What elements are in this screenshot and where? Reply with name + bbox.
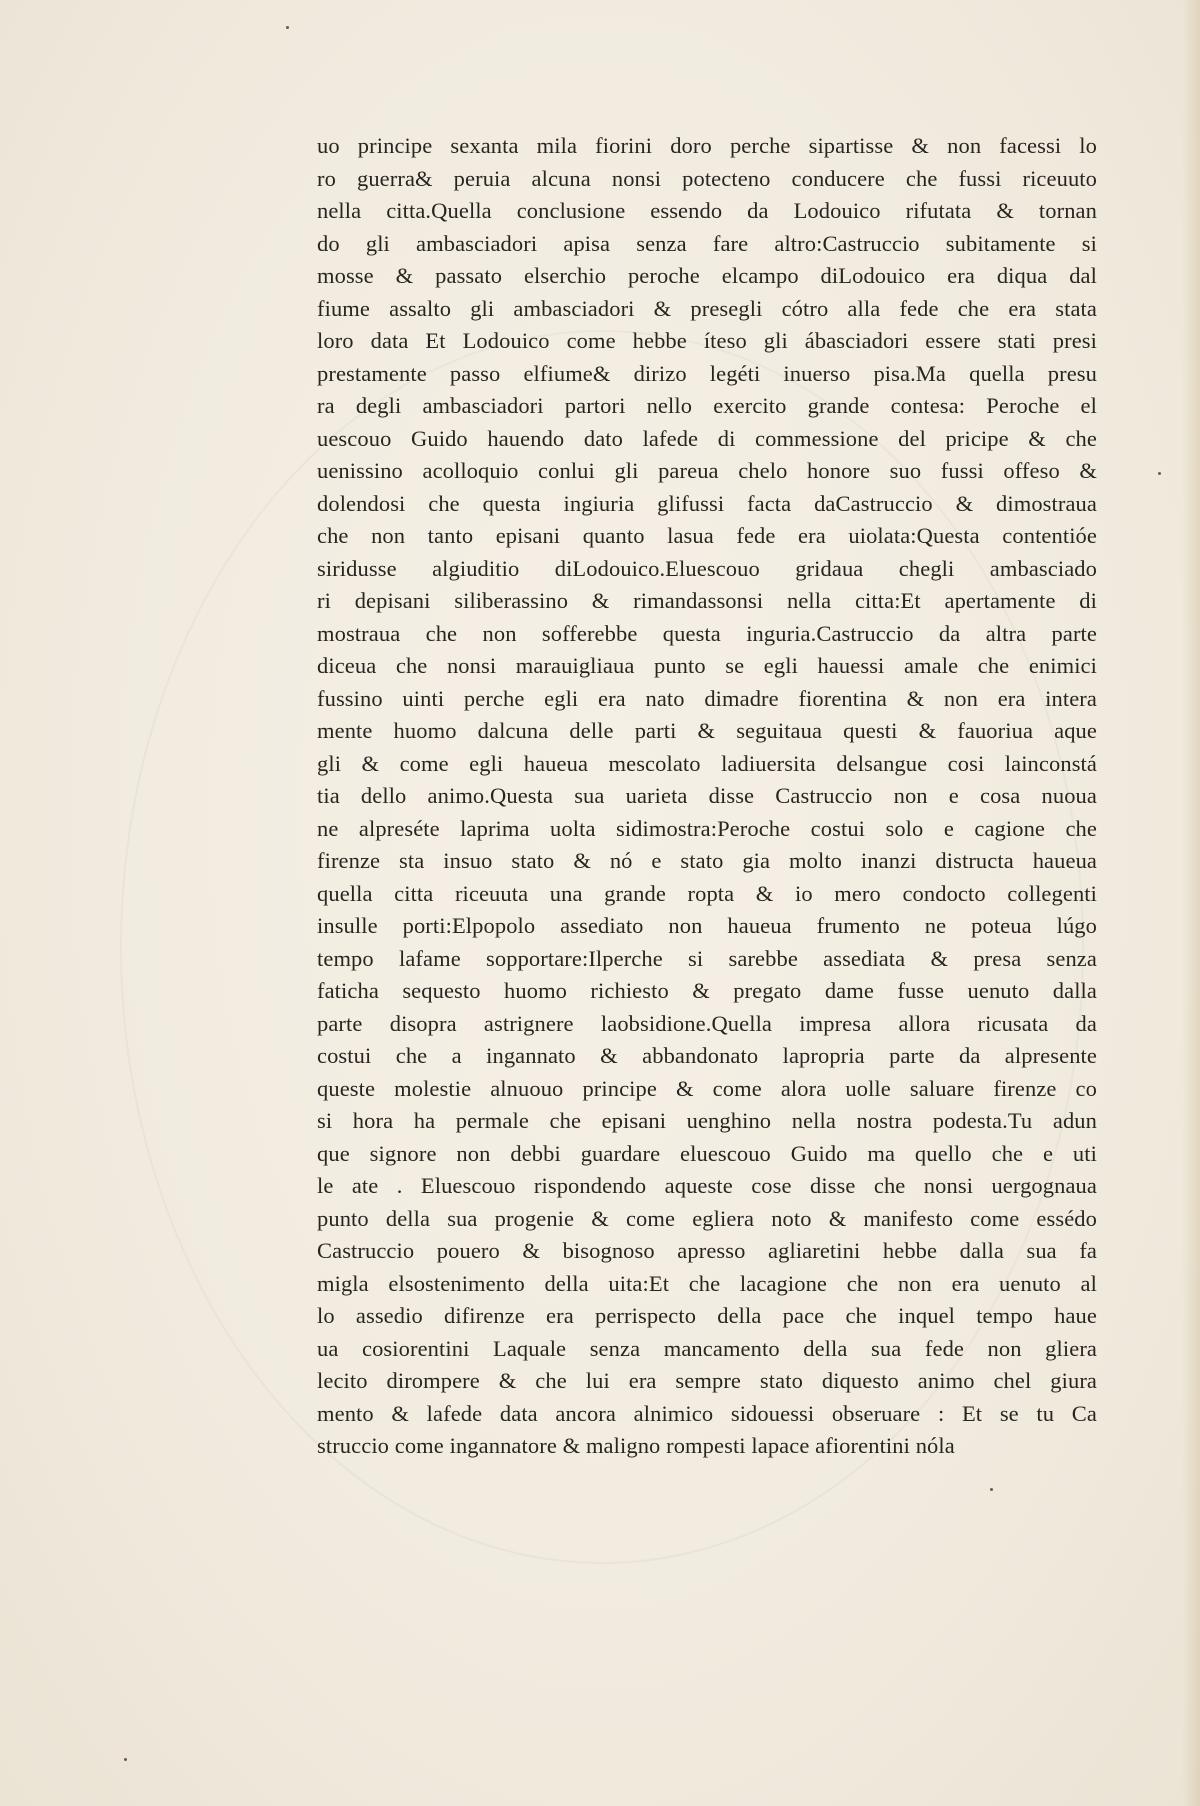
text-line: mento & lafede data ancora alnimico sidouessi obseruare : Et se tu Ca	[317, 1400, 1097, 1426]
text-line: struccio come ingannatore & maligno rompesti lapace afiorentini nóla	[317, 1433, 955, 1458]
text-line: siridusse algiuditio diLodouico.Eluescouo gridaua chegli ambasciado	[317, 555, 1097, 581]
text-line: punto della sua progenie & come egliera noto & manifesto come essédo	[317, 1205, 1097, 1231]
text-line: Castruccio pouero & bisognoso apresso agliaretini hebbe dalla sua fa	[317, 1238, 1097, 1263]
text-line: che non tanto episani quanto lasua fede era uiolata:Questa contentióe	[317, 523, 1097, 548]
text-line: dolendosi che questa ingiuria glifussi facta daCastruccio & dimostraua	[317, 490, 1097, 516]
text-line: mostraua che non sofferebbe questa inguria.Castruccio da altra parte	[317, 620, 1097, 646]
text-line: lecito dirompere & che lui era sempre stato diquesto animo chel giura	[317, 1368, 1097, 1393]
text-line: nella citta.Quella conclusione essendo da Lodouico rifutata & tornan	[317, 198, 1097, 223]
text-line: firenze sta insuo stato & nó e stato gia molto inanzi distructa haueua	[317, 848, 1097, 873]
text-line: do gli ambasciadori apisa senza fare altro:Castruccio subitamente si	[317, 230, 1097, 256]
text-line: que signore non debbi guardare eluescouo Guido ma quello che e uti	[317, 1140, 1097, 1166]
text-line: mosse & passato elserchio peroche elcampo diLodouico era diqua dal	[317, 263, 1097, 288]
ink-speck	[1158, 472, 1161, 475]
text-line: migla elsostenimento della uita:Et che lacagione che non era uenuto al	[317, 1270, 1097, 1296]
text-line: ua cosiorentini Laquale senza mancamento della sua fede non gliera	[317, 1335, 1097, 1361]
text-line: lo assedio difirenze era perrispecto della pace che inquel tempo haue	[317, 1303, 1097, 1328]
text-line: tempo lafame sopportare:Ilperche si sarebbe assediata & presa senza	[317, 945, 1097, 971]
text-line: diceua che nonsi marauigliaua punto se egli hauessi amale che enimici	[317, 653, 1097, 678]
text-line: ne alpreséte laprima uolta sidimostra:Peroche costui solo e cagione che	[317, 815, 1097, 841]
text-line: uenissino acolloquio conlui gli pareua chelo honore suo fussi offeso &	[317, 458, 1097, 483]
page-edge-shadow	[1182, 0, 1200, 1806]
text-line: ri depisani siliberassino & rimandassonsi nella citta:Et apertamente di	[317, 588, 1097, 613]
text-line: faticha sequesto huomo richiesto & pregato dame fusse uenuto dalla	[317, 978, 1097, 1003]
text-line: quella citta riceuuta una grande ropta & io mero condocto collegenti	[317, 880, 1097, 906]
text-line: ra degli ambasciadori partori nello exercito grande contesa: Peroche el	[317, 393, 1097, 418]
text-line: uo principe sexanta mila fiorini doro perche sipartisse & non facessi lo	[317, 133, 1097, 158]
text-line: fiume assalto gli ambasciadori & presegli cótro alla fede che era stata	[317, 295, 1097, 321]
text-line: costui che a ingannato & abbandonato lapropria parte da alpresente	[317, 1043, 1097, 1068]
text-line: mente huomo dalcuna delle parti & seguitaua questi & fauoriua aque	[317, 718, 1097, 743]
text-line: fussino uinti perche egli era nato dimadre fiorentina & non era intera	[317, 685, 1097, 711]
text-block	[317, 130, 1097, 1463]
text-line: le ate . Eluescouo rispondendo aqueste cose disse che nonsi uergognaua	[317, 1173, 1097, 1198]
ink-speck	[124, 1758, 127, 1761]
ink-speck	[286, 26, 289, 29]
text-line: loro data Et Lodouico come hebbe íteso gli ábasciadori essere stati presi	[317, 328, 1097, 353]
ink-speck	[990, 1488, 993, 1491]
text-line: si hora ha permale che episani uenghino nella nostra podesta.Tu adun	[317, 1108, 1097, 1133]
text-line: parte disopra astrignere laobsidione.Quella impresa allora ricusata da	[317, 1010, 1097, 1036]
text-line: insulle porti:Elpopolo assediato non haueua frumento ne poteua lúgo	[317, 913, 1097, 938]
text-line: prestamente passo elfiume& dirizo legéti inuerso pisa.Ma quella presu	[317, 360, 1097, 386]
text-line: tia dello animo.Questa sua uarieta disse Castruccio non e cosa nuoua	[317, 783, 1097, 808]
text-line: queste molestie alnuouo principe & come alora uolle saluare firenze co	[317, 1075, 1097, 1101]
text-line: uescouo Guido hauendo dato lafede di commessione del pricipe & che	[317, 425, 1097, 451]
text-line: gli & come egli haueua mescolato ladiuersita delsangue cosi lainconstá	[317, 750, 1097, 776]
text-line: ro guerra& peruia alcuna nonsi potecteno conducere che fussi riceuuto	[317, 165, 1097, 191]
